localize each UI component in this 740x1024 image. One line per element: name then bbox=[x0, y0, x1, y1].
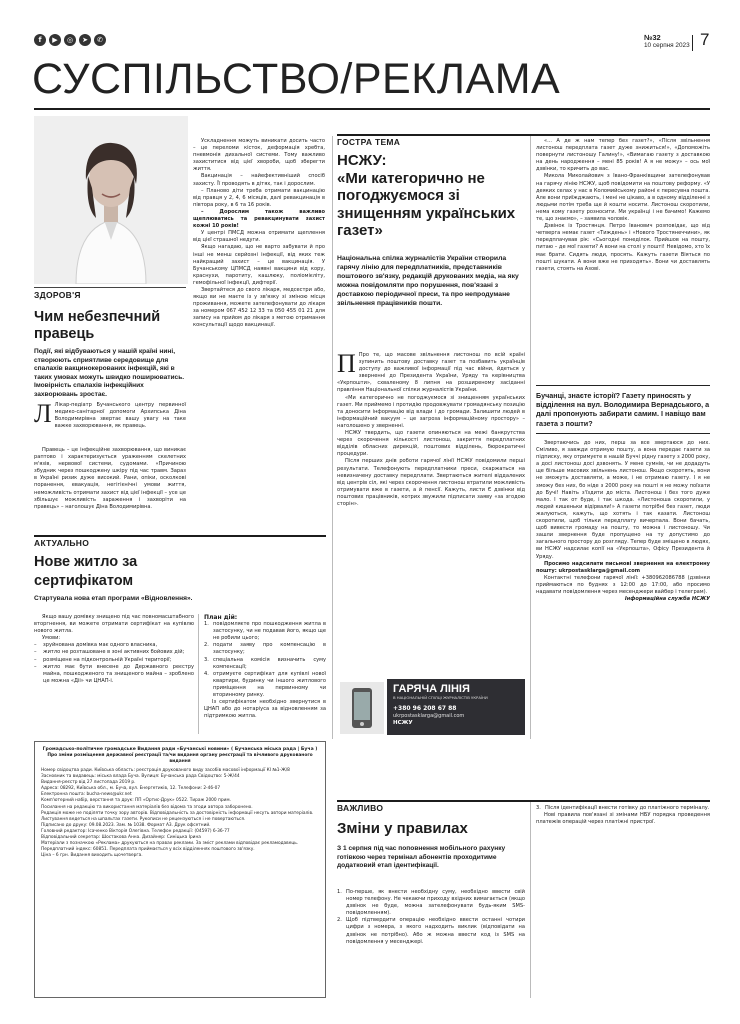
imprint-box bbox=[34, 741, 326, 998]
instagram-icon[interactable]: ◎ bbox=[64, 34, 76, 46]
list-item: – житло не розташоване в зоні активних бойових дій; bbox=[34, 649, 194, 656]
section-title: СУСПІЛЬСТВО/РЕКЛАМА bbox=[32, 55, 561, 103]
imprint-line: Листування ведеться на шпальтах газети. Рукописи не рецензуються і не повертаються. bbox=[41, 816, 246, 822]
health-text-1: Л Лікар-педіатр Бучанського центру первинної медико-санітарної допомоги Архипська Діна Володимирівна звертає вашу увагу на таке важке захворювання, як правець. bbox=[34, 399, 186, 430]
important-list-col1 bbox=[337, 889, 525, 997]
imprint-line: Матеріали з позначкою «Реклама» друкуються на правах реклами. За зміст реклами відповідає рекламодавець. bbox=[41, 841, 299, 847]
imprint-line: Посилання на редакцію та використання матеріалів без відома та згоди автора заборонено. bbox=[41, 804, 253, 810]
list-item: 2. подати заяву про компенсацію в застосунку; bbox=[204, 642, 326, 656]
actual-section-label: АКТУАЛЬНО bbox=[34, 538, 90, 548]
list-item: – розміщене на підконтрольній Україні території; bbox=[34, 657, 194, 664]
imprint-title: Громадсько-політичне громадське Видання ради «Бучанські новини» ( Бучанська міська рада | Буча ) bbox=[42, 747, 318, 752]
important-note: Нові правила пов'язані зі змінами НБУ порядка проведення платежів операцій через платіжні пристрої. bbox=[536, 812, 710, 826]
imprint-line: Адреса: 08292, Київська обл., м. Буча, вул. Енергетиків, 12. Телефони: 2-46-07 bbox=[41, 786, 221, 792]
list-item: 3. спеціальна комісія визначить суму компенсації; bbox=[204, 656, 326, 670]
hotline-ad-email: ukrpostasklarga@gmail.com bbox=[393, 713, 465, 719]
issue-number: №32 bbox=[644, 33, 661, 42]
list-item: 1. По-перше, як внести необхідну суму, необхідно ввести свій номер телефону. Не чекаючи приходу вхідних вимагається (якщо дзвінок не буде, можна зателефонувати будь-яким SMS-повідомленням). bbox=[337, 889, 525, 917]
facebook-icon[interactable]: f bbox=[34, 34, 46, 46]
imprint-line: Комп'ютерний набір, верстання та друк: ПП «Ортис-Друк» 0522. Тираж 2000 прим. bbox=[41, 798, 231, 804]
health-text-2: Правець – це інфекційне захворювання, що виникає раптово і характеризується ураженням скелетних м'язів, нервової системи, судомами. «Причиною збудник через пошкоджену шкіру під час травм. Зараз в Україні ризик дуже високий. Рани, опіки, осколкові поранення, евакуація, негігієнічні умови життя, неможливість отримати захист від цієї інфекції – усе це збільшує можливість зараження і захворіти на правець» – наголошує Діна Володимирівна. bbox=[34, 447, 186, 510]
list-item: – житло має бути внесене до Державного реєстру майна, пошкодженого та знищеного майна – зроблено це можна «Діі» чи ЦНАП-і. bbox=[34, 664, 194, 685]
imprint-line: Номер свідоцтва ради. Київська область: реєстрація друкованого виду засобів масової інформації КІ №1-Ж/8 bbox=[41, 768, 290, 773]
hotline-ad-phone: +380 96 208 67 88 bbox=[393, 705, 457, 712]
health-section-label: ЗДОРОВ'Я bbox=[34, 290, 81, 300]
guest-signature: Інформаційна служба НСЖУ bbox=[624, 596, 710, 603]
health-text-col2: Ускладнення можуть виникати досить часто – це переломи кісток, деформація хребта, пневмонія дихальної системи. Тому важливо захиститися від цієї хвороби, щоб зберегти життя. Вакцинація – найефективніший спосіб захисту. Її проводять в дітях, так і дорослим. – Планово діти треба отримати вакцинацію від правця у 2, 4, 6 місяців, далі ревакцинація в півтора року, в 6 та 16 років. – Дорослим також важливо щеплюватись та ревакцинувати захист кожні 10 років! У центрі ПМСД можна отримати щеплення від цієї страшної недуги. Якщо нагадаю, що не варто забувати й про інші не менш серйозні інфекції, від яких теж найкращий захист – це вакцинація. У Бучанському ЦПМСД наявні вакцини від кору, краснухи, паротиту, кашлюку, поліомієліту, гемофільної інфекції, дифтерії. Звертайтеся до свого лікаря, медсестри або, якщо ви не маєте із у зв'язку зі зміною місця проживання, можете зателефонувати до лікаря за номером 067 452 12 33 та 050 455 01 21 для запису на прийом до лікаря з метою отримання консультації щодо вакцинації. bbox=[193, 138, 325, 329]
phone-handset-icon bbox=[340, 682, 384, 734]
important-section-label: ВАЖЛИВО bbox=[337, 803, 384, 813]
list-item: 1. повідомляєте про пошкодження житла в застосунку, чи не подавав його, якщо ще не робили цього; bbox=[204, 621, 326, 642]
imprint-line: Засновник та видавець: міська влада Буча. Вулиця: Бучанська рада Свідоцтво: 5-Ж/44 bbox=[41, 774, 240, 780]
imprint-line: Головний редактор: Ісаченко Вікторія Олегівна. Телефон редакції: (04597) 6-36-77 bbox=[41, 828, 230, 834]
important-lead: З 1 серпня під час поповнення мобільного рахунку готівкою через термінал абонентів проходитиме додатковий етап ідентифікації. bbox=[337, 845, 506, 870]
guest-text-col2: «... А де ж нам тепер без газет?», «Після звільнення листонош передплата газет дуже знижиться!», «Допоможіть повернути листоношу Галину!», «Вимагаю газету з доставкою на день народження – мені 85 років! А я не можу» – ось мої дзвінки, то кричить до вас. Микола Миколайович з Івано-Франківщини зателефонував на гарячу лінію НСЖУ, щоб повідомити на поштову реформу. «У деяких селах у нас в Коломийському районі є пересувна пошта. Але вони приїжджають, і мені не цікаво, а в одному відділенні з людьми потім треба ще й кошти носити. Листонош скоротили, нема кому газету розносити. Ми українці і не бачимо! Кажемо те, що знаємо», – заявила чоловік. Дзвінок із Тростянця. Петро Іванович розповідає, що від четверга немає газет «Тиждень» і «Нового Тростянеччини», як передплачував рік: «Сьогодні понеділок. Прийшов на пошту, питаю – де мої газети? А вони на столі у пошті! Невідомо, хто їх має брати. Сидять люди, просять. Кажуть газети Віяться по пошті шукати. А вони вже не приходять». Вони чи доставлять газети, стоять на Азові. bbox=[536, 138, 710, 272]
imprint-line: Редакція може не поділяти точку зору авторів. Відповідальність за достовірність інформації несуть автори матеріалів. bbox=[41, 810, 314, 816]
issue-info bbox=[644, 34, 690, 50]
imprint-line: Передплатний індекс: 60851. Передплата приймається у всіх відділеннях поштового зв'язку. bbox=[41, 847, 255, 853]
page-number: 7 bbox=[700, 30, 710, 49]
important-list-col2 bbox=[536, 805, 710, 885]
doctor-portrait-icon bbox=[34, 116, 188, 284]
list-item: 2. Щоб підтвердити операцію необхідно ввести останні чотири цифри з номера, з якого надходить виклик (відповідати на дзвінок не потрібно). Або ж можна ввести код із SMS на повідомлення у месенджері. bbox=[337, 917, 525, 945]
health-dropcap: Л bbox=[34, 399, 52, 428]
imprint-subtitle: Про зміни розміщення державної реєстрації та/чи видання органу реєстрації та вічливого друкованого видання bbox=[47, 753, 313, 764]
guest-dropcap: П bbox=[337, 352, 356, 378]
hotline-ad-headline: ГАРЯЧА ЛІНІЯ bbox=[393, 683, 470, 695]
list-item: – зруйнована домівка має одного власника, bbox=[34, 642, 194, 649]
plan-list bbox=[204, 621, 326, 699]
actual-text: Якщо вашу домівку знищено під час повномасштабного вторгнення, ви можете отримати сертифікат на купівлю нового житла. Умови: – зруйнована домівка має одного власника, – житло не розташоване в зоні активних бойових дій; – розміщене на підконтрольній Україні території; – житло має бути внесене до Державного реєстру майна, пошкодженого та знищеного майна – зроблено це можна «Діі» чи ЦНАП-і. bbox=[34, 614, 194, 736]
conditions-list bbox=[34, 642, 194, 685]
list-item: 4. отримуєте сертифікат для купівлі нової квартири, будинку чи іншого житлового приміщення на первинному чи вторинному ринку. bbox=[204, 670, 326, 699]
social-icons bbox=[34, 34, 109, 48]
actual-lead: Стартувала нова етап програми «Відновлення». bbox=[34, 595, 193, 602]
hotline-ad-sub: В НАЦІОНАЛЬНІЙ СПІЛЦІ ЖУРНАЛІСТІВ УКРАЇНИ bbox=[393, 695, 488, 700]
viber-icon[interactable]: ✆ bbox=[94, 34, 106, 46]
guest-lead: Національна спілка журналістів України створила гарячу лінію для передплатників, представників поштового зв'язку, редакцій друкованих медіа, на яку можна повідомляти про порушення, пов'язані з доставкою періодичної преси, та про непродумане звільнення працівників пошти. bbox=[337, 255, 519, 307]
imprint-line: Ціна – 6 грн. Видання виходить щочетверга. bbox=[41, 853, 143, 859]
important-title: Зміни у правилах bbox=[337, 820, 468, 837]
imprint-line: Підписано до друку: 09.08.2023. Зам. № 1038. Формат А3. Друк офсетний. bbox=[41, 822, 211, 828]
guest-pull-quote: Бучанці, знаєте історії? Газету приносять у відділення на вул. Володимира Вернадського, а далі пропонують забирати самим. І навіщо вам газета з пошти? bbox=[536, 385, 710, 434]
important-list-continued bbox=[536, 805, 710, 812]
doctor-photo bbox=[34, 116, 188, 284]
hotline-ad-phone-illustration bbox=[340, 682, 384, 734]
plan-box: План дій: 1. повідомляєте про пошкодження житла в застосунку, чи не подавав його, якщо ще не робили цього; 2. подати заяву про компенсацію в застосунку; 3. спеціальна комісія визначить суму компенсації; 4. отримуєте сертифікат для купівлі нової квартири, будинку чи іншого житлового приміщення на первинному чи вторинному ринку. Із сертифікатом необхідно звернутися в ЦНАП або до нотаріуса за відновленням за підтримкою житла. bbox=[204, 614, 326, 720]
guest-text-col1: П Про те, що масове звільнення листонош по всій країні зупинить поштову доставку газет та позбавить українців доступу до важливої інформації під час війни, йдеться у зверненні до Президента України, Уряду та керівництва «Укрпошти», схваленому 8 липня на розширеному засіданні правління Національної спілки журналістів України. «Ми категорично не погоджуємося зі знищенням українських газет. Ми приймемо і протидію продовжувати громадянську позицію та доносити інформацію від влади і до громади. Залишити людей в інформаційний вакуум – це загроза інформаційному простору» – наголошено у зверненні. НСЖУ твердить, що газети опиняються на межі банкрутства через скорочення кількості листонош, закриття передплатних відділів обласних дирекцій, поштових відділень, бюрократичні процедури. Після перших днів роботи гарячої лінії НСЖУ повідомили перші результати. Телефонують передплатники преси, скаржаться на невизначену доставку передплати. Звертаються жителі віддалених від центрів сіл, які через скорочення листонош втратили можливість отримувати вже в газети, а й пенсії. Кажуть, листи Є дзвінки від поштових працівників, котрих звужили підписати заяву «за згодою сторін». bbox=[337, 352, 525, 507]
guest-title: НСЖУ: «Ми категорично не погоджуємося зі знищенням українських газет» bbox=[337, 152, 516, 239]
imprint-line: Відповідальний секретар: Шостакова Анна. Дизайнер: Синіцька Ірина bbox=[41, 835, 201, 841]
hotline-ad-org: НСЖУ bbox=[393, 720, 413, 726]
important-list bbox=[337, 889, 525, 946]
list-item: 3. Після ідентифікації внести готівку до платіжного терміналу. bbox=[536, 805, 710, 811]
hotline-ad bbox=[387, 679, 525, 735]
imprint-line: Електронна пошта: bucha-news@ukr.net bbox=[41, 792, 132, 798]
health-title: Чим небезпечний правець bbox=[34, 309, 161, 342]
actual-title: Нове житло за сертифікатом bbox=[34, 554, 138, 589]
health-lead: Події, які відбуваються у нашій країні нині, створюють сприятливе середовище для спалахів вакцинокерованих інфекцій, які в таких умовах можуть швидко поширюватись. Імовірність спалахів інфекційних захворювань зростає. bbox=[34, 348, 185, 398]
youtube-icon[interactable]: ▶ bbox=[49, 34, 61, 46]
telegram-icon[interactable]: ➤ bbox=[79, 34, 91, 46]
imprint-line: Видання-реєстр від 27 листопада 2019 р. bbox=[41, 780, 136, 786]
issue-date: 10 серпня 2023 bbox=[644, 42, 690, 49]
guest-section-label: ГОСТРА ТЕМА bbox=[337, 137, 401, 147]
guest-text-col2b: Звертаючись до них, перш за все звертаюся до них. Сміливо, я завжди отримую пошту, а вона передає газети за підписку, яку отримуєте в нашій Буччі рідну газету з 2000 року, а досі листонош досі дзвонять. У мене сумнів, чи не додадуть ще більше масових звільнень листонош. Якщо скоротять, вони не зможуть доставляти, а може, і не отримаю газету. І я не зможу без них, бо ніде з 2000 року на пошті я не можу поїхати до Бучі! Навіть з'їздити до міста. Листонош і без того дуже мало. І так от буде, і так шкода. «Листоноша скоротили, у людей кишеньки відірвали!» А газети потрібні без газет, люди жалуються, кажуть, що хотять і так казати. Листонош скоротили, щоб тільки передплату вичерпала. Вони бачать, щоб вивести громаду на пошту, то можна і листоношу. Чи зашли звернення буде пропущено на ту допустимо до загального простору до розгляду. Тепер буде зміщено в людях, ви НСЖУ надсилає копії на «Укрпошта», Офісу Президента й Уряду. Просимо надсилати письмові звернення на електронну пошту: ukrpostasklarga@gmail.com Контактні телефони гарячої лінії: +380962086788 (дзвінки приймаються по буднях з 12:00 до 17:00, або просимо надавати повідомлення через месенджери вайбер і телеграм). Інформаційна служба НСЖУ bbox=[536, 440, 710, 603]
